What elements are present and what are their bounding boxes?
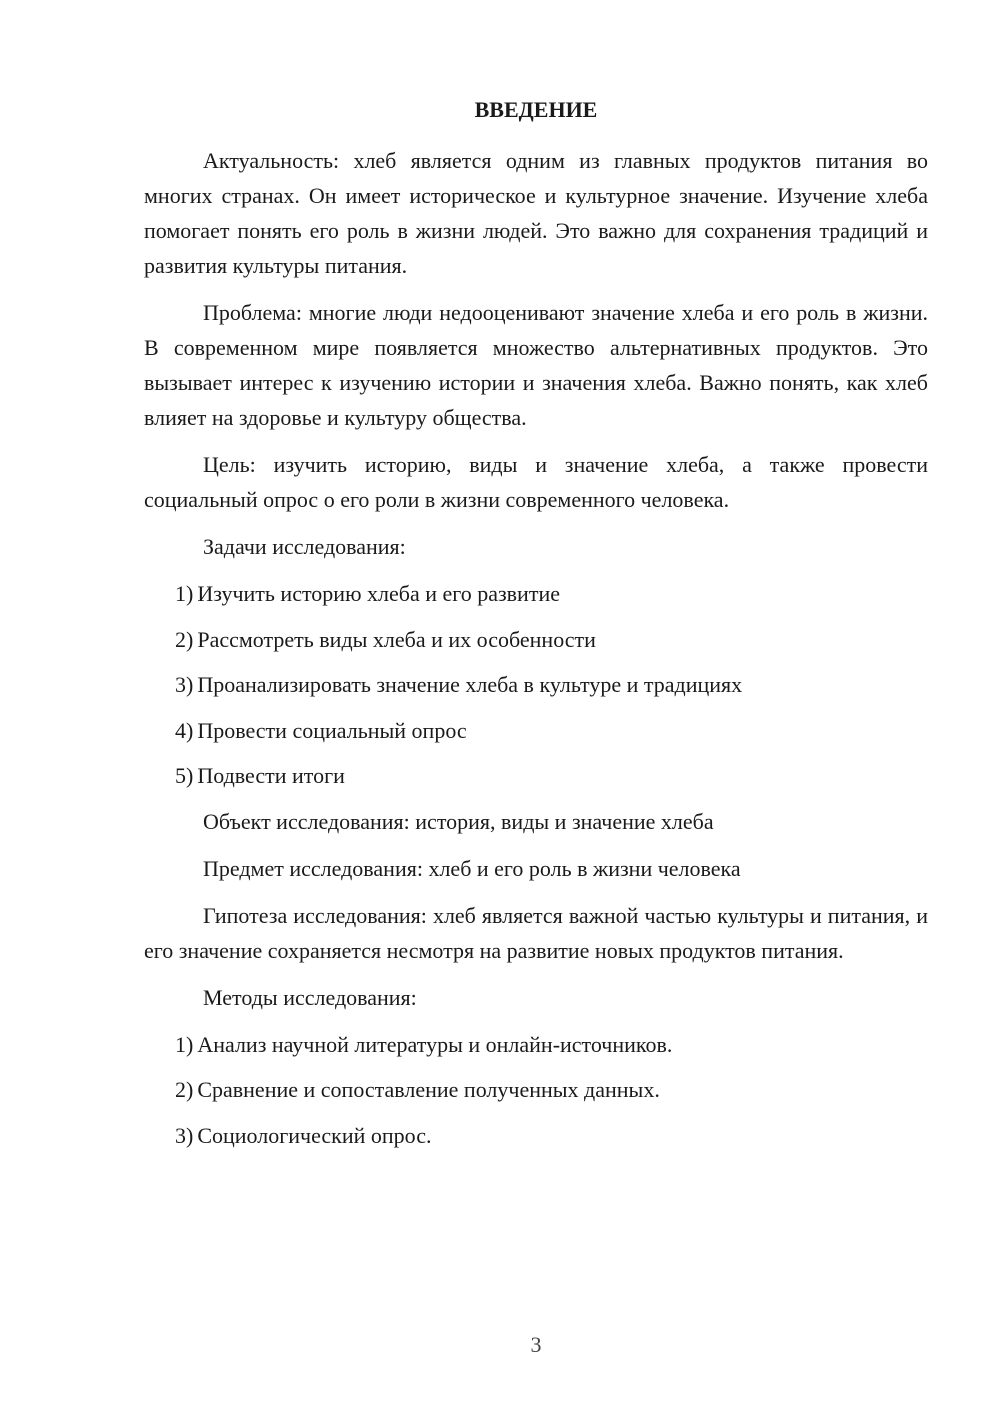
task-number: 3) — [175, 672, 194, 697]
tasks-heading: Задачи исследования: — [203, 534, 406, 559]
subject-paragraph: Предмет исследования: хлеб и его роль в жизни человека — [203, 855, 741, 881]
task-item — [144, 576, 928, 611]
goal-paragraph: Цель: изучить историю, виды и значение хлеба, а также провести социальный опрос о его роли в жизни современного человека. — [144, 452, 928, 512]
task-item — [144, 758, 928, 793]
page-title: ВВЕДЕНИЕ — [474, 97, 598, 122]
method-text: Анализ научной литературы и онлайн-источников. — [197, 1031, 673, 1057]
object-paragraph: Объект исследования: история, виды и значение хлеба — [203, 808, 714, 834]
method-number: 3) — [175, 1122, 194, 1148]
method-item — [144, 1072, 928, 1107]
document-body — [144, 143, 928, 1163]
task-text: Изучить историю хлеба и его развитие — [197, 581, 560, 606]
task-number: 5) — [175, 763, 194, 788]
task-item — [144, 667, 928, 702]
task-item — [144, 622, 928, 657]
task-text: Рассмотреть виды хлеба и их особенности — [197, 626, 596, 652]
task-number: 4) — [175, 717, 194, 743]
methods-heading: Методы исследования: — [203, 984, 417, 1010]
method-text: Социологический опрос. — [197, 1122, 432, 1148]
task-text: Проанализировать значение хлеба в культуре и традициях — [197, 672, 743, 697]
task-number: 1) — [175, 581, 194, 606]
method-number: 2) — [175, 1077, 194, 1102]
tasks-list — [144, 576, 928, 793]
task-text: Провести социальный опрос — [197, 717, 467, 743]
relevance-paragraph: Актуальность: хлеб является одним из главных продуктов питания во многих странах. Он имеет историческое и культурное значение. Изучение хлеба помогает понять его роль в жизни людей. Это важно для сохранения традиций и развития культуры питания. — [144, 148, 928, 278]
task-item — [144, 713, 928, 748]
problem-paragraph: Проблема: многие люди недооценивают значение хлеба и его роль в жизни. В современном мире появляется множество альтернативных продуктов. Это вызывает интерес к изучению истории и значения хлеба. Важно понять, как хлеб влияет на здоровье и культуру общества. — [144, 300, 928, 430]
page-number: 3 — [530, 1332, 542, 1357]
task-text: Подвести итоги — [197, 763, 345, 788]
hypothesis-paragraph: Гипотеза исследования: хлеб является важной частью культуры и питания, и его значение сохраняется несмотря на развитие новых продуктов питания. — [144, 902, 928, 963]
method-text: Сравнение и сопоставление полученных данных. — [197, 1077, 660, 1102]
task-number: 2) — [175, 626, 194, 652]
method-item — [144, 1118, 928, 1153]
methods-list — [144, 1027, 928, 1153]
method-number: 1) — [175, 1031, 194, 1057]
method-item — [144, 1027, 928, 1062]
